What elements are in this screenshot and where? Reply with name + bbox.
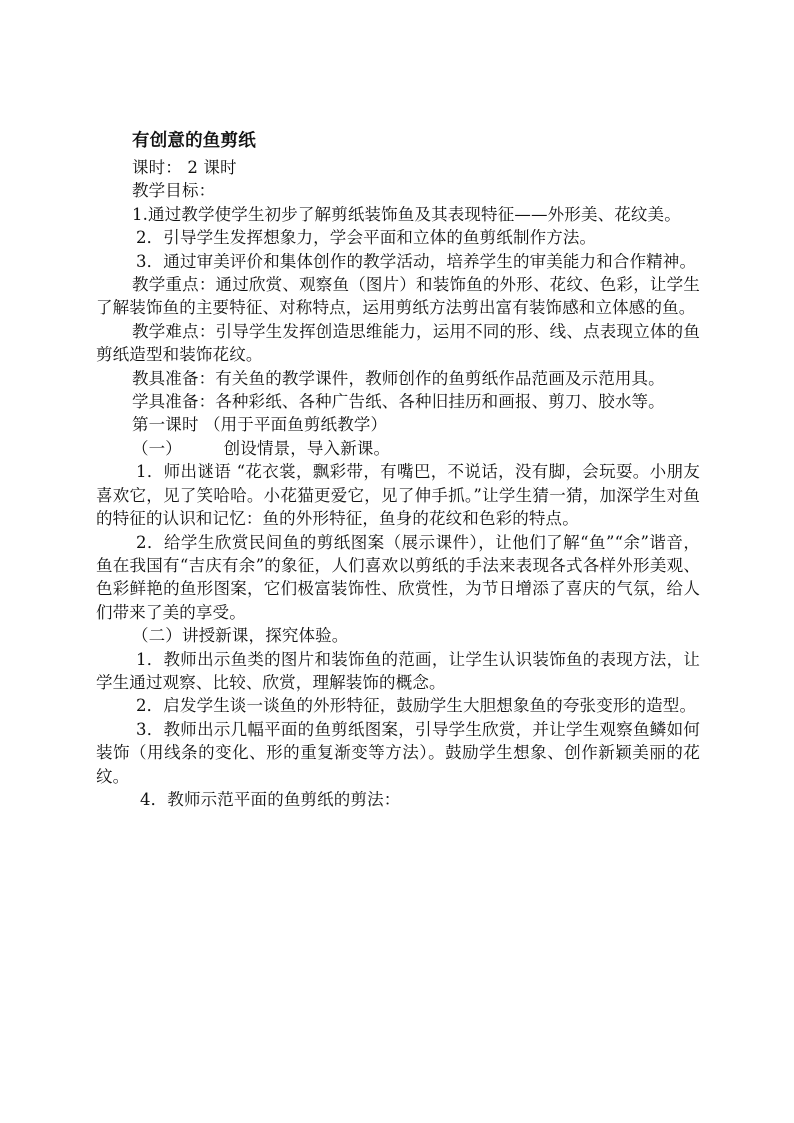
- paragraph-objective-2: 2．引导学生发挥想象力，学会平面和立体的鱼剪纸制作方法。: [136, 228, 597, 248]
- paragraph-objectives-heading: 教学目标：: [132, 181, 216, 201]
- paragraph-step-2-appreciation: 2．给学生欣赏民间鱼的剪纸图案（展示课件），让他们了解“鱼”“余”谐音，鱼在我国有“吉庆有余”的象征，人们喜欢以剪纸的手法来表现各式各样外形美观、色彩鲜艳的鱼形图案，它们极富装饰性、欣赏性，为节日增添了喜庆的气氛，给人们带来了美的享受。: [96, 532, 700, 622]
- paragraph-difficulties: 教学难点：引导学生发挥创造思维能力，运用不同的形、线、点表现立体的鱼剪纸造型和装饰花纹。: [96, 321, 700, 365]
- paragraph-teach-step-3: 3．教师出示几幅平面的鱼剪纸图案，引导学生欣赏，并让学生观察鱼鳞如何装饰（用线条的变化、形的重复渐变等方法）。鼓励学生想象、创作新颖美丽的花纹。: [96, 719, 700, 786]
- paragraph-first-lesson: 第一课时 （用于平面鱼剪纸教学）: [132, 415, 388, 435]
- paragraph-objective-3: 3．通过审美评价和集体创作的教学活动，培养学生的审美能力和合作精神。: [136, 251, 697, 271]
- paragraph-teach-step-4: 4．教师示范平面的鱼剪纸的剪法：: [140, 789, 401, 809]
- document-page: [96, 126, 700, 811]
- document-title: 有创意的鱼剪纸: [132, 131, 256, 151]
- paragraph-teaching-aids: 教具准备：有关鱼的教学课件，教师创作的鱼剪纸作品范画及示范用具。: [132, 368, 665, 388]
- paragraph-class-hours: 课时： 2 课时: [132, 158, 237, 177]
- paragraph-objective-1: 1.通过教学使学生初步了解剪纸装饰鱼及其表现特征——外形美、花纹美。: [132, 204, 681, 224]
- paragraph-learning-aids: 学具准备：各种彩纸、各种广告纸、各种旧挂历和画报、剪刀、胶水等。: [132, 392, 665, 412]
- paragraph-teach-step-1: 1．教师出示鱼类的图片和装饰鱼的范画，让学生认识装饰鱼的表现方法，让学生通过观察、比较、欣赏，理解装饰的概念。: [96, 649, 700, 692]
- paragraph-section-2: （二）讲授新课，探究体验。: [132, 626, 349, 646]
- paragraph-section-1: （一） 创设情景，导入新课。: [132, 438, 391, 458]
- paragraph-step-1-riddle: 1．师出谜语 “花衣裳，飘彩带，有嘴巴，不说话，没有脚，会玩耍。小朋友喜欢它，见了笑哈哈。小花猫更爱它，见了伸手抓。”让学生猜一猜，加深学生对鱼的特征的认识和记忆：鱼的外形特征，鱼身的花纹和色彩的特点。: [96, 462, 700, 529]
- paragraph-key-points: 教学重点：通过欣赏、观察鱼（图片）和装饰鱼的外形、花纹、色彩，让学生了解装饰鱼的主要特征、对称特点，运用剪纸方法剪出富有装饰感和立体感的鱼。: [96, 275, 700, 318]
- paragraph-teach-step-2: 2．启发学生谈一谈鱼的外形特征，鼓励学生大胆想象鱼的夸张变形的造型。: [136, 696, 697, 716]
